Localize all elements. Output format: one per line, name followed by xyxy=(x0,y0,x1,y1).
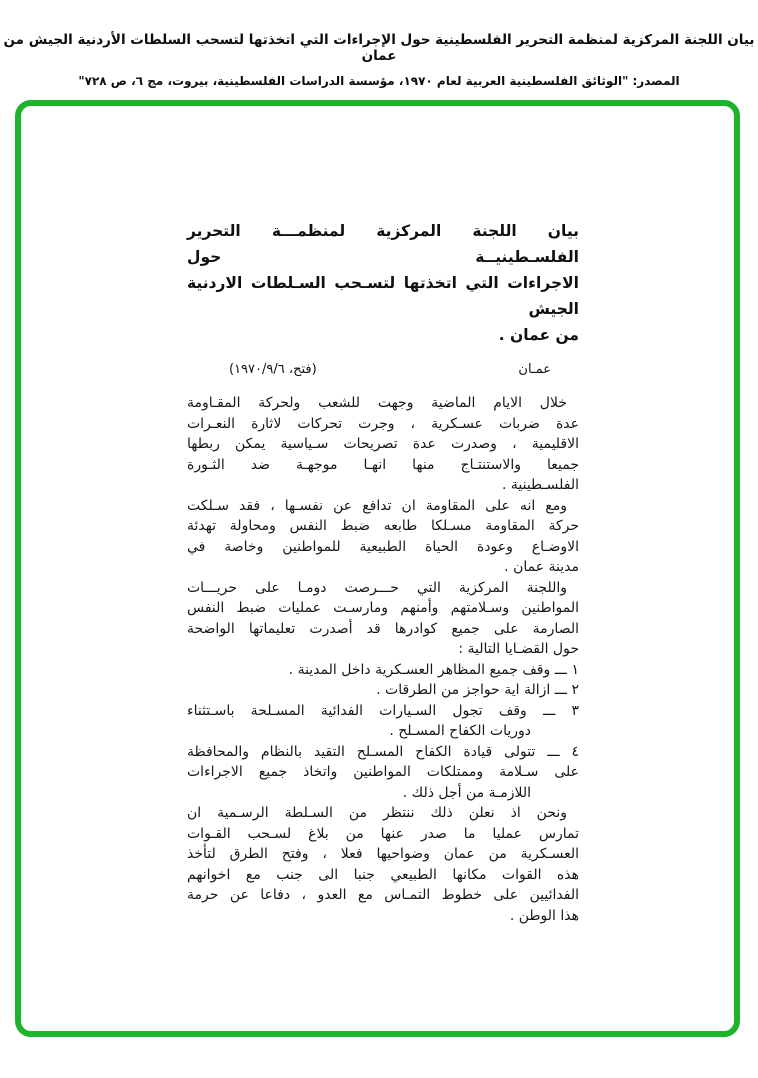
document-title xyxy=(187,218,579,348)
paragraph xyxy=(187,660,579,681)
text-line: من عمان . xyxy=(498,326,579,344)
dateline xyxy=(187,362,579,377)
header-source: المصدر: "الوثائق الفلسطينية العربية لعام ١٩٧٠، مؤسسة الدراسات الفلسطينية، بيروت، مج ٦، ص ٧٢٨" xyxy=(78,74,680,88)
document-page xyxy=(187,218,579,926)
text-line: حول القضـايا التالية : xyxy=(458,641,579,657)
text-line: هذه القوات مكانها الطبيعي جنبا الى جنب مع اخوانهم xyxy=(187,866,579,883)
text-line: مدينة عمان . xyxy=(504,559,579,575)
text-line: دوريات الكفاح المسـلح . xyxy=(389,723,531,739)
paragraph xyxy=(187,701,579,742)
text-line: المواطنين وسـلامتهم وأمنهم ومارسـت عمليات ضبط النفس xyxy=(187,600,579,616)
paragraph xyxy=(187,393,579,496)
source-date: (فتح، ١٩٧٠/٩/٦) xyxy=(229,362,317,377)
paragraph xyxy=(187,680,579,701)
text-line: ٢ ـــ ازالة اية حواجز من الطرقات . xyxy=(376,682,579,698)
text-line: ونحن اذ نعلن ذلك ننتظر من السـلطة الرسـمية ان xyxy=(187,805,567,821)
text-line: حركة المقاومة مسـلكا طابعه ضبط النفس ومحاولة تهدئة xyxy=(187,518,579,534)
paragraph xyxy=(187,578,579,660)
text-line: هذا الوطن . xyxy=(509,907,579,924)
document-frame xyxy=(15,100,740,1037)
text-line: الاوضـاع وعودة الحياة الطبيعية للمواطنين وخاصة في xyxy=(187,538,579,555)
paragraph xyxy=(187,496,579,578)
place-label: عمـان xyxy=(518,362,551,377)
text-line: العسـكرية من عمان وضواحيها فعلا ، وفتح الطرق لتأخذ xyxy=(187,846,579,862)
document-text xyxy=(187,393,579,926)
text-line: تمارس عمليا ما صدر عنها من بلاغ لسـحب القـوات xyxy=(187,825,579,842)
text-line: الاقليمية ، وصدرت عدة تصريحات سـياسية يمكن ربطها xyxy=(187,436,579,452)
text-line: ٣ ـــ وقف تجول السـيارات الفدائية المسـلحة باسـتثناء xyxy=(187,702,579,719)
text-line: خلال الايام الماضية وجهت للشعب ولحركة المقـاومة xyxy=(187,395,567,411)
text-line: ومع انه على المقاومة ان تدافع عن نفسـها ، فقد سـلكت xyxy=(187,497,567,514)
text-line: اللازمـة من أجل ذلك . xyxy=(402,784,531,801)
text-line: واللجنة المركزية التي حـــرصت دومـا على حريـــات xyxy=(187,579,567,596)
text-line: الاجراءات التي اتخذتها لتسـحب السـلطات الاردنية الجيش xyxy=(187,274,579,318)
text-line: الفدائيين على خطوط التمـاس مع العدو ، دفاعا عن حرمة xyxy=(187,887,579,903)
page-header xyxy=(0,0,758,88)
header-title: بيان اللجنة المركزية لمنظمة التحرير الفلسطينية حول الإجراءات التي اتخذتها لتسحب السلطات الأردنية الجيش من عمان xyxy=(3,32,755,64)
text-line: جميعا والاستنتـاج منها انهـا موجهـة ضد الثـورة xyxy=(187,456,579,473)
text-line: الصارمة على جميع كوادرها قد أصدرت تعليماتها الواضحة xyxy=(187,620,579,637)
text-line: على سـلامة وممتلكات المواطنين واتخاذ جميع الاجراءات xyxy=(187,764,579,780)
text-line: ١ ـــ وقف جميع المظاهر العسـكرية داخل المدينة . xyxy=(288,661,579,678)
text-line: عدة ضربات عسـكرية ، وجرت تحركات لاثارة النعـرات xyxy=(187,415,579,432)
paragraph xyxy=(187,742,579,804)
text-line: ٤ ـــ تتولى قيادة الكفاح المسـلح التقيد بالنظام والمحافظة xyxy=(187,743,579,760)
text-line: بيان اللجنة المركزية لمنظمـــة التحرير الفلسـطينيــة حول xyxy=(187,222,579,266)
text-line: الفلسـطينية . xyxy=(501,477,579,493)
paragraph xyxy=(187,803,579,926)
